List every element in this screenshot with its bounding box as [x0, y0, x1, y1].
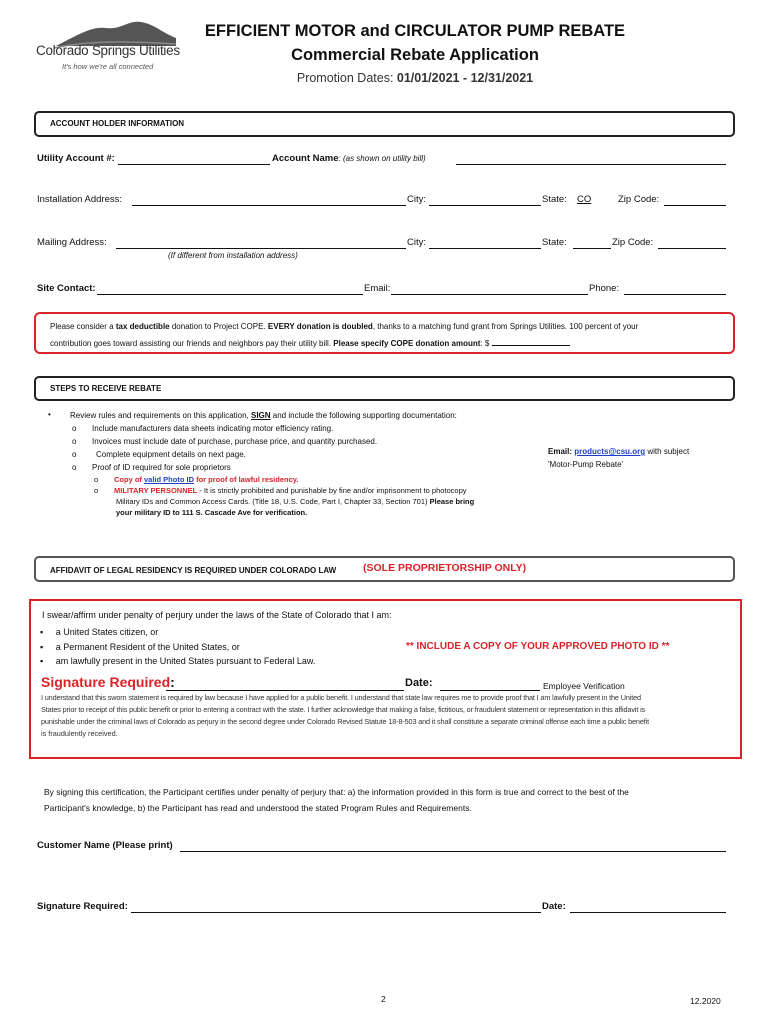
- steps-item: o Complete equipment details on next page.: [72, 450, 246, 459]
- bullet-text: a United States citizen, or: [55, 627, 159, 637]
- sub2-c: Military IDs and Common Access Cards. (Title 18, U.S. Code, Part I, Chapter 33, Section 701): [116, 497, 430, 506]
- affidavit-signature-field[interactable]: [166, 690, 404, 691]
- employee-verification-label: Employee Verification: [543, 681, 625, 691]
- sub1-b: for proof of lawful residency.: [194, 475, 299, 484]
- steps-item-text: Invoices must include date of purchase, purchase price, and quantity purchased.: [92, 437, 378, 446]
- steps-subitem-photo-id: o Copy of valid Photo ID for proof of lawful residency.: [94, 475, 299, 484]
- email-label: Email:: [364, 283, 391, 294]
- steps-subitem-military: o MILITARY PERSONNEL - It is strictly prohibited and punishable by fine and/or imprisonment to photocopy: [94, 486, 467, 495]
- mailing-city-label: City:: [407, 237, 426, 248]
- steps-item-text: Include manufacturers data sheets indicating motor efficiency rating.: [92, 424, 334, 433]
- legal-line-4: is fraudulently received.: [41, 729, 118, 738]
- installation-address-label: Installation Address:: [37, 194, 123, 205]
- steps-main-a: Review rules and requirements on this application,: [70, 411, 251, 420]
- install-city-label: City:: [407, 194, 426, 205]
- sub1-a: Copy of: [114, 475, 144, 484]
- account-section-title: ACCOUNT HOLDER INFORMATION: [50, 119, 185, 128]
- cope-text-1a: Please consider a: [50, 322, 116, 331]
- steps-bullet: •: [48, 410, 51, 419]
- install-state-value[interactable]: CO: [577, 194, 592, 205]
- cope-line-2: [50, 336, 570, 348]
- mailing-state-field[interactable]: [573, 248, 611, 249]
- affidavit-bullet: ▪ am lawfully present in the United States pursuant to Federal Law.: [40, 656, 316, 666]
- cope-text-2a: contribution goes toward assisting our friends and neighbors pay their utility bill.: [50, 339, 334, 348]
- account-name-text: Account Name: [272, 153, 339, 164]
- date-text: Date: [405, 677, 429, 689]
- cope-text-2b: Please specify COPE donation amount: [333, 339, 481, 348]
- steps-item: o Invoices must include date of purchase, purchase price, and quantity purchased.: [72, 437, 378, 446]
- install-zip-field[interactable]: [664, 205, 726, 206]
- date-label: Date:: [542, 901, 566, 912]
- steps-item: o Include manufacturers data sheets indicating motor efficiency rating.: [72, 424, 334, 433]
- site-contact-field[interactable]: [97, 294, 363, 295]
- email-subject-a: with subject: [645, 447, 690, 456]
- logo-name: Colorado Springs Utilities: [36, 43, 180, 58]
- steps-section-title: STEPS TO RECEIVE REBATE: [50, 384, 162, 393]
- account-section-header: [34, 111, 735, 137]
- account-name-field[interactable]: [456, 164, 726, 165]
- steps-section-header: [34, 376, 735, 401]
- sub2-b: - It is strictly prohibited and punishable by fine and/or imprisonment to photocopy: [197, 486, 467, 495]
- email-instruction: [548, 447, 689, 456]
- mailing-address-label: Mailing Address:: [37, 237, 107, 248]
- installation-address-field[interactable]: [132, 205, 406, 206]
- form-version: 12.2020: [690, 996, 721, 1006]
- steps-item-text: Proof of ID required for sole proprietors: [92, 463, 231, 472]
- customer-name-label: Customer Name (Please print): [37, 840, 173, 851]
- page-number: 2: [381, 994, 386, 1004]
- email-subject: 'Motor-Pump Rebate': [548, 460, 624, 469]
- mailing-state-label: State:: [542, 237, 567, 248]
- phone-label: Phone:: [589, 283, 620, 294]
- mailing-zip-label: Zip Code:: [612, 237, 654, 248]
- photo-id-note: ** INCLUDE A COPY OF YOUR APPROVED PHOTO ID **: [406, 641, 670, 652]
- cope-text-1c: donation to Project COPE.: [169, 322, 268, 331]
- valid-photo-id-link[interactable]: valid Photo ID: [144, 475, 195, 484]
- signature-label: Signature Required:: [37, 901, 128, 912]
- cope-amount-field[interactable]: [492, 336, 570, 346]
- email-field[interactable]: [391, 294, 588, 295]
- mailing-zip-field[interactable]: [658, 248, 726, 249]
- account-name-note: : (as shown on utility bill): [338, 154, 426, 163]
- cope-donation-box: [34, 312, 735, 354]
- legal-line-3: punishable under the criminal laws of Colorado as perjury in the second degree under Colorado Revised Statute 18-8-503 and it shall constitute a separate criminal offense each time a public benefit: [41, 717, 649, 726]
- steps-military-line3: your military ID to 111 S. Cascade Ave for verification.: [116, 508, 308, 517]
- legal-line-2: States prior to receipt of this public benefit or prior to entering a contract with the state. I further acknowledge that making a false, fictitious, or fraudulent statement or representation in this affidavit is: [41, 705, 646, 714]
- steps-military-line2: [116, 497, 474, 506]
- steps-main-sign: SIGN: [250, 411, 271, 420]
- date-field[interactable]: [570, 912, 726, 913]
- cope-text-2c: : $: [480, 339, 492, 348]
- install-city-field[interactable]: [429, 205, 541, 206]
- mailing-city-field[interactable]: [429, 248, 541, 249]
- steps-item-text: Complete equipment details on next page.: [96, 450, 246, 459]
- promo-dates-value: 01/01/2021 - 12/31/2021: [396, 71, 534, 85]
- cope-line-1: [50, 322, 638, 331]
- affidavit-section-title: AFFIDAVIT OF LEGAL RESIDENCY IS REQUIRED UNDER COLORADO LAW: [50, 566, 337, 575]
- affidavit-bullet: ▪ a United States citizen, or: [40, 627, 159, 637]
- affidavit-date-label: Date:: [405, 677, 433, 689]
- customer-name-field[interactable]: [180, 851, 726, 852]
- sub2-d: Please bring: [429, 497, 475, 506]
- certification-line-2: Participant's knowledge, b) the Participant has read and understood the stated Program Rules and Requirements.: [44, 803, 472, 813]
- email-instruction-label: Email:: [548, 447, 575, 456]
- products-email-link[interactable]: products@csu.org: [574, 447, 646, 456]
- cope-text-1e: , thanks to a matching fund grant from Springs Utilities. 100 percent of your: [372, 322, 639, 331]
- account-name-label: [272, 153, 426, 164]
- install-zip-label: Zip Code:: [618, 194, 660, 205]
- military-personnel-label: MILITARY PERSONNEL: [114, 486, 198, 495]
- swear-statement: I swear/affirm under penalty of perjury under the laws of the State of Colorado that I am:: [42, 610, 392, 620]
- page-subtitle: Commercial Rebate Application: [291, 46, 539, 64]
- signature-required-label: Signature Required:: [41, 674, 175, 690]
- page-title: EFFICIENT MOTOR and CIRCULATOR PUMP REBATE: [204, 22, 626, 40]
- cope-text-1b: tax deductible: [115, 322, 170, 331]
- bullet-text: am lawfully present in the United States pursuant to Federal Law.: [55, 656, 316, 666]
- mailing-address-field[interactable]: [116, 248, 406, 249]
- logo-tagline: It's how we're all connected: [62, 62, 154, 71]
- sole-proprietorship-note: (SOLE PROPRIETORSHIP ONLY): [360, 562, 529, 574]
- site-contact-label: Site Contact:: [37, 283, 96, 294]
- utility-account-field[interactable]: [118, 164, 270, 165]
- certification-line-1: By signing this certification, the Participant certifies under penalty of perjury that: a) the information provided in this form is true and correct to the best of the: [44, 787, 629, 797]
- steps-main: [70, 411, 457, 420]
- affidavit-date-field[interactable]: [440, 690, 540, 691]
- promo-label: Promotion Dates:: [296, 71, 397, 85]
- promotion-dates: [150, 71, 680, 85]
- mailing-note: (If different from installation address): [168, 251, 298, 260]
- bullet-text: a Permanent Resident of the United States, or: [55, 642, 240, 652]
- affidavit-bullet: ▪ a Permanent Resident of the United States, or: [40, 642, 240, 652]
- steps-item: o Proof of ID required for sole proprietors: [72, 463, 231, 472]
- legal-line-1: I understand that this sworn statement is required by law because I have applied for a public benefit. I understand that state law requires me to provide proof that I am lawfully present in the United: [41, 693, 641, 702]
- phone-field[interactable]: [624, 294, 726, 295]
- steps-main-b: and include the following supporting documentation:: [270, 411, 457, 420]
- signature-required-text: Signature Required: [41, 674, 171, 690]
- signature-field[interactable]: [131, 912, 541, 913]
- install-state-label: State:: [542, 194, 567, 205]
- utility-account-label: Utility Account #:: [37, 153, 115, 164]
- cope-text-1d: EVERY donation is doubled: [267, 322, 373, 331]
